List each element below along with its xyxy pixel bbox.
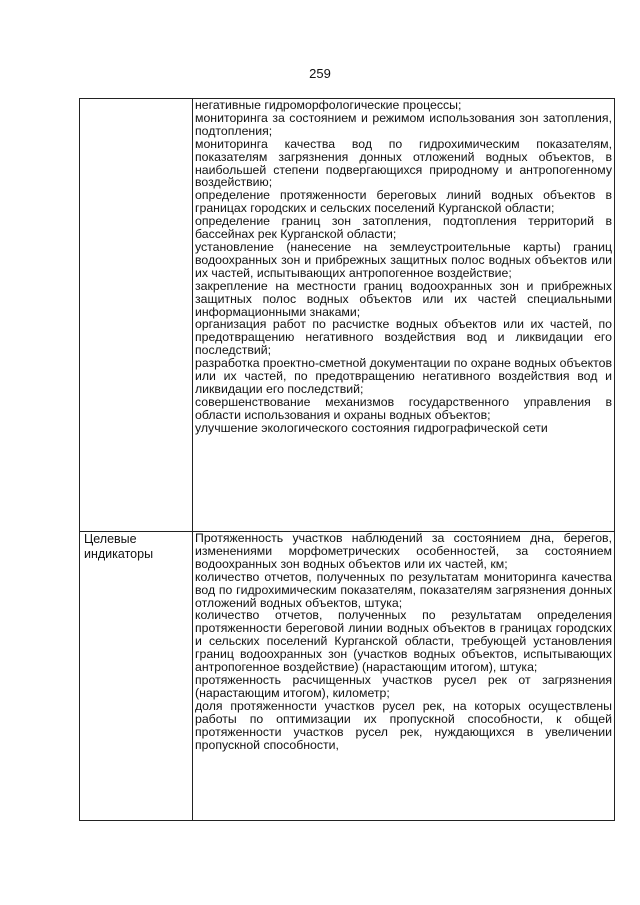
program-table [79, 98, 615, 821]
table-row [80, 99, 615, 532]
list-item: установление (нанесение на землеустроительные карты) границ водоохранных зон и прибрежных защитных полос водных объектов или их частей, испытывающих антропогенное воздействие; [195, 239, 612, 280]
table-row [80, 532, 615, 821]
list-item: количество отчетов, полученных по результатам мониторинга качества вод по гидрохимическим показателям, показателям загрязнения донных отложений водных объектов, штука; [195, 569, 612, 610]
page-number: 259 [309, 66, 331, 81]
row-label [80, 99, 193, 532]
list-item: организация работ по расчистке водных объектов или их частей, по предотвращению негативного воздействия вод и ликвидации его последствий; [195, 317, 612, 358]
list-item: улучшение экологического состояния гидрографической сети [195, 420, 548, 435]
list-item: Протяженность участков наблюдений за состоянием дна, берегов, изменениями морфометрических особенностей, за состоянием водоохранных зон водных объектов или их частей, км; [195, 532, 612, 571]
list-item: доля протяженности участков русел рек, на которых осуществлены работы по оптимизации их пропускной способности, к общей протяженности участков русел рек, нуждающихся в увеличении пропускной способности, [195, 698, 612, 752]
list-item: протяженность расчищенных участков русел рек от загрязнения (нарастающим итогом), километр; [195, 672, 612, 700]
list-item: разработка проектно-сметной документации по охране водных объектов или их частей, по предотвращению негативного воздействия вод и ликвидации его последствий; [195, 356, 612, 396]
row-label: Целевые индикаторы [80, 532, 193, 821]
list-item: совершенствование механизмов государственного управления в области использования и охраны водных объектов; [195, 394, 612, 422]
row-content [193, 99, 615, 532]
list-item: закрепление на местности границ водоохранных зон и прибрежных защитных полос водных объектов или их частей специальными информационными знаками; [195, 278, 612, 319]
list-item: негативные гидроморфологические процессы; [195, 99, 462, 112]
list-item: определение протяженности береговых линий водных объектов в границах городских и сельских поселений Курганской области; [195, 188, 612, 216]
list-item: количество отчетов, полученных по результатам определения протяженности береговой линии водных объектов в границах городских и сельских поселений Курганской области, требующей установления границ водоохранных зон (участков водных объектов, испытывающих антропогенное воздействие) (нарастающим итогом), штука; [195, 608, 612, 675]
list-item: мониторинга за состоянием и режимом использования зон затопления, подтопления; [195, 110, 612, 138]
row-content [193, 532, 615, 821]
list-item: определение границ зон затопления, подтопления территорий в бассейнах рек Курганской области; [195, 214, 612, 242]
list-item: мониторинга качества вод по гидрохимическим показателям, показателям загрязнения донных отложений водных объектов, в наибольшей степени подвергающихся природному и антропогенному воздействию; [195, 136, 612, 190]
